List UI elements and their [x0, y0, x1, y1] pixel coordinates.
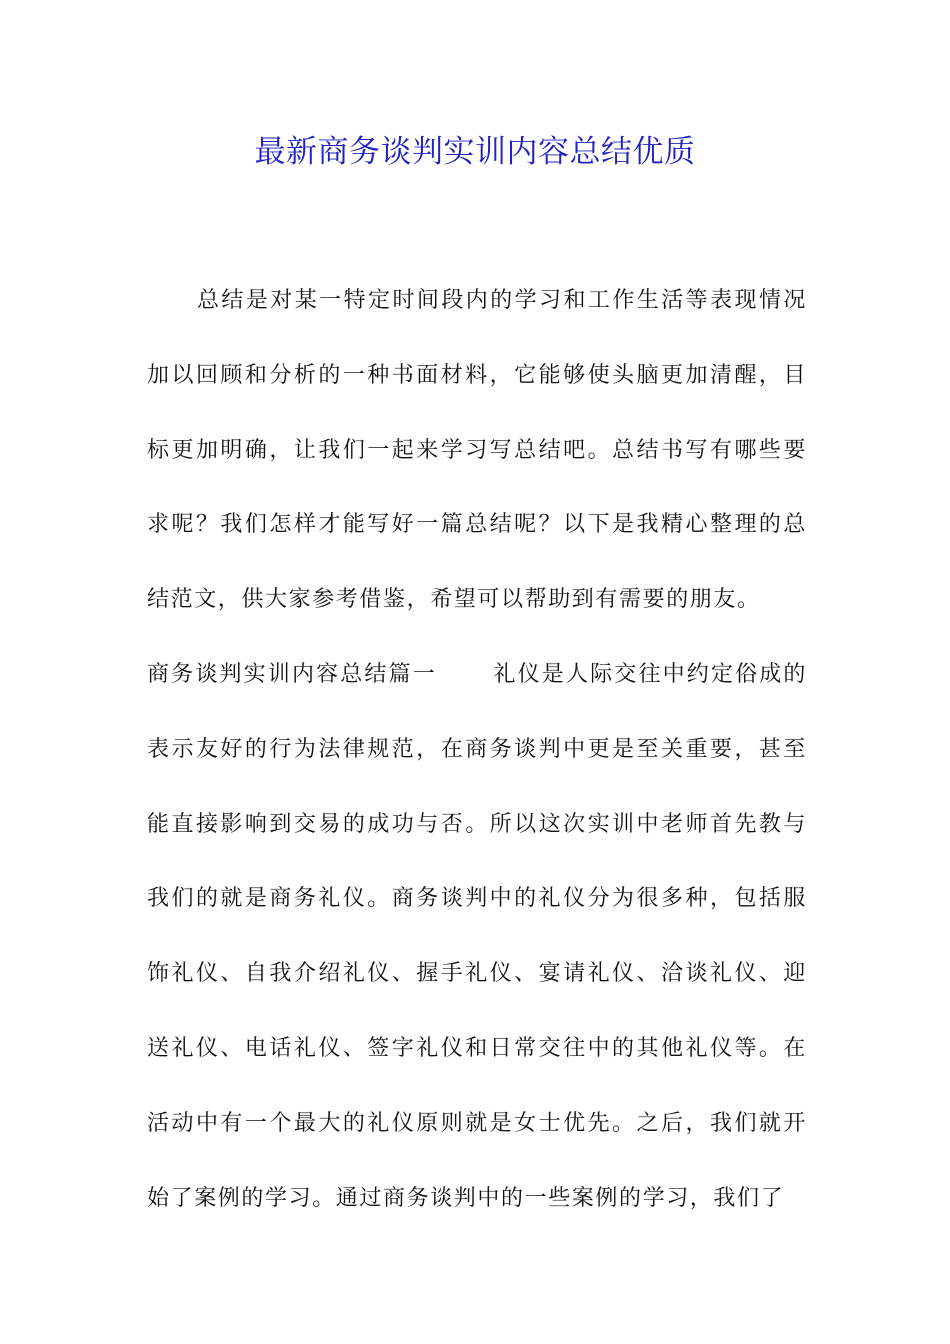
section-heading: 商务谈判实训内容总结篇一 [147, 661, 437, 687]
section-body-text: 礼仪是人际交往中约定俗成的表示友好的行为法律规范，在商务谈判中更是至关重要，甚至能直接影响到交易的成功与否。所以这次实训中老师首先教与我们的就是商务礼仪。商务谈判中的礼仪分为很多种，包括服饰礼仪、自我介绍礼仪、握手礼仪、宴请礼仪、洽谈礼仪、迎送礼仪、电话礼仪、签字礼仪和日常交往中的其他礼仪等。在活动中有一个最大的礼仪原则就是女士优先。之后，我们就开始了案例的学习。通过商务谈判中的一些案例的学习，我们了 [147, 661, 807, 1211]
section-paragraph [147, 638, 807, 1236]
document-title: 最新商务谈判实训内容总结优质 [254, 134, 696, 170]
intro-paragraph: 总结是对某一特定时间段内的学习和工作生活等表现情况加以回顾和分析的一种书面材料，它能够使头脑更加清醒，目标更加明确，让我们一起来学习写总结吧。总结书写有哪些要求呢？我们怎样才能写好一篇总结呢？以下是我精心整理的总结范文，供大家参考借鉴，希望可以帮助到有需要的朋友。 [147, 288, 807, 613]
document-body [147, 264, 807, 1236]
